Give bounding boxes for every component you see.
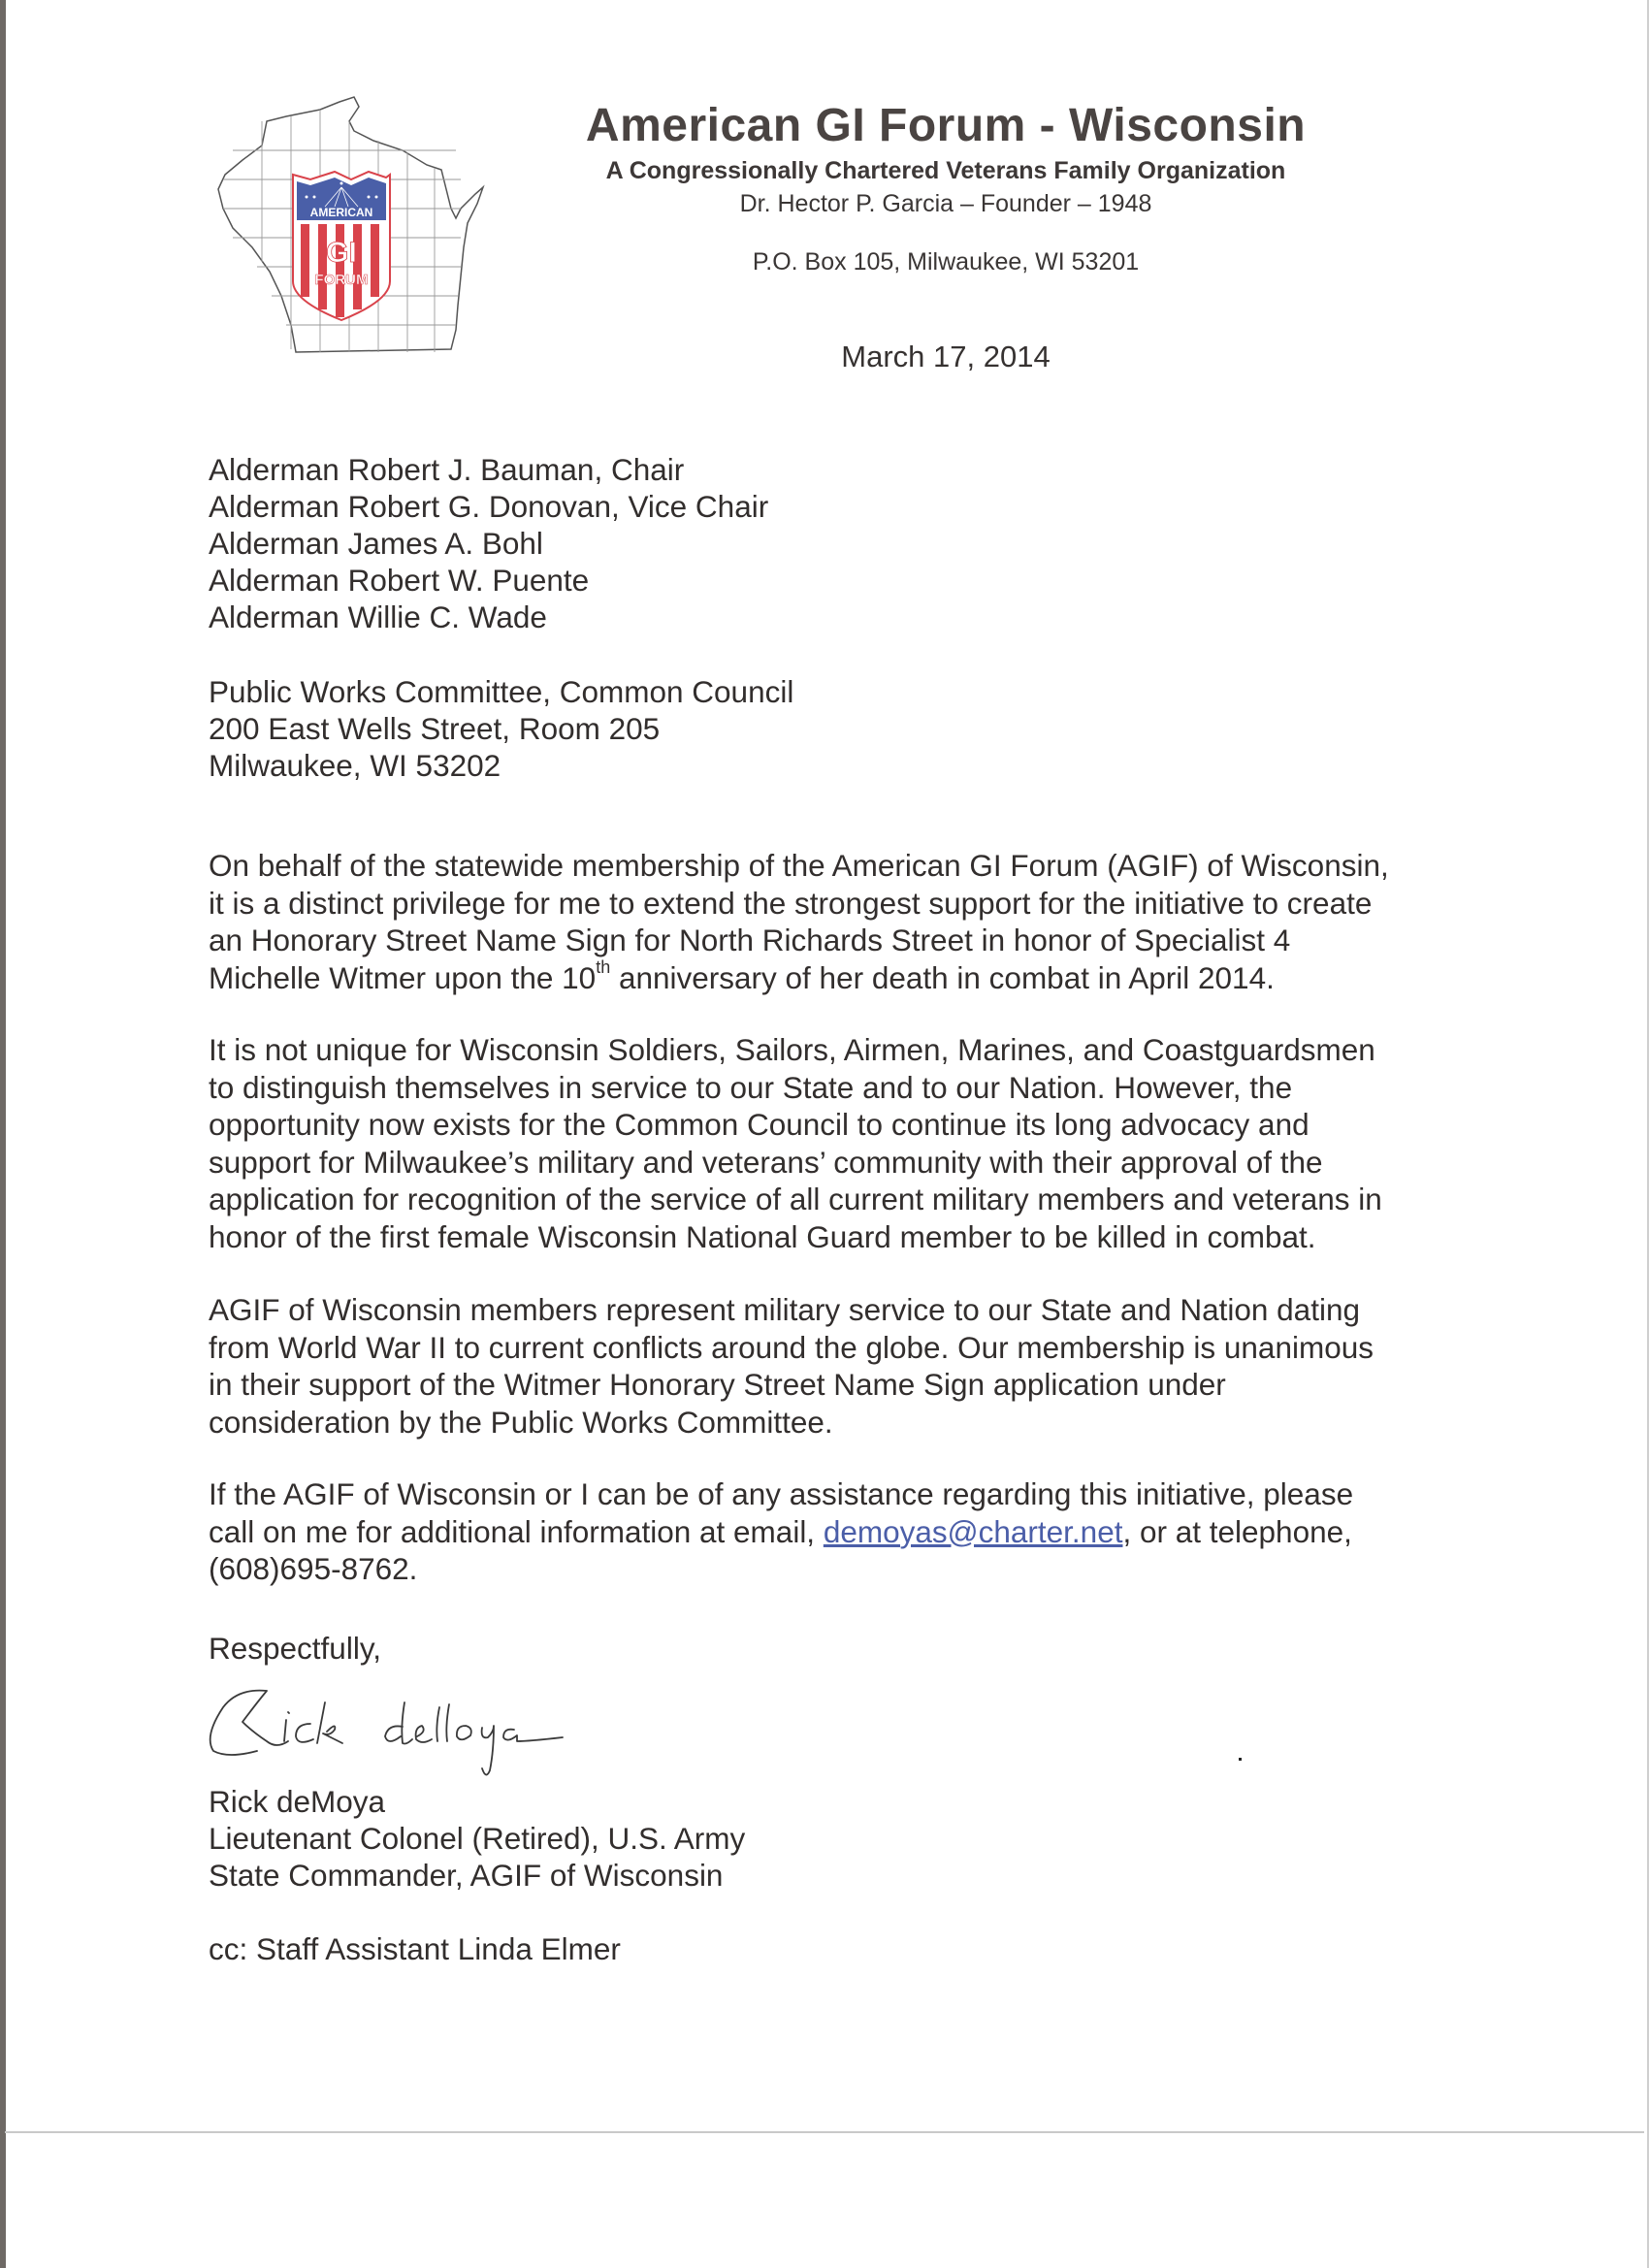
- recipient-address-line: Public Works Committee, Common Council: [209, 674, 794, 709]
- paragraph-line: in their support of the Witmer Honorary Street Name Sign application under: [209, 1367, 1226, 1402]
- paragraph-line: consideration by the Public Works Committee.: [209, 1404, 833, 1440]
- organization-tagline: A Congressionally Chartered Veterans Family Organization: [605, 157, 1286, 184]
- recipient-address-line: Milwaukee, WI 53202: [209, 748, 501, 783]
- svg-text:AMERICAN: AMERICAN: [309, 206, 373, 219]
- email-link[interactable]: demoyas@charter.net: [823, 1513, 1123, 1549]
- organization-name: American GI Forum - Wisconsin: [585, 100, 1307, 151]
- signer-title: State Commander, AGIF of Wisconsin: [209, 1858, 724, 1893]
- paragraph-line: to distinguish themselves in service to our State and to our Nation. However, the: [209, 1069, 1293, 1105]
- line-text: anniversary of her death in combat in April 2014.: [610, 959, 1275, 995]
- line-text: , or at telephone,: [1122, 1513, 1352, 1549]
- wisconsin-map-with-agif-shield-icon: [213, 92, 490, 359]
- paragraph-line: support for Milwaukee’s military and veterans’ community with their approval of the: [209, 1144, 1323, 1180]
- line-text: Michelle Witmer upon the 10: [209, 959, 597, 995]
- body-paragraph-1: [209, 847, 1508, 996]
- paragraph-line: opportunity now exists for the Common Council to continue its long advocacy and: [209, 1107, 1310, 1142]
- svg-text:FORUM: FORUM: [314, 272, 369, 288]
- paragraph-line: honor of the first female Wisconsin National Guard member to be killed in combat.: [209, 1218, 1316, 1254]
- paragraph-line: application for recognition of the service of all current military members and veterans in: [209, 1182, 1382, 1216]
- line-text: call on me for additional information at email,: [209, 1513, 824, 1549]
- paragraph-line: It is not unique for Wisconsin Soldiers, Sailors, Airmen, Marines, and Coastguardsmen: [209, 1032, 1375, 1067]
- paragraph-line: On behalf of the statewide membership of the American GI Forum (AGIF) of Wisconsin,: [209, 848, 1389, 883]
- paragraph-line: AGIF of Wisconsin members represent military service to our State and Nation dating: [209, 1292, 1360, 1327]
- recipient-line: Alderman James A. Bohl: [209, 526, 543, 561]
- svg-text:GI: GI: [326, 237, 357, 269]
- scan-page-edge-left: [0, 0, 6, 2268]
- recipient-line: Alderman Robert W. Puente: [209, 563, 590, 598]
- body-paragraph-3: [209, 1291, 1508, 1441]
- paragraph-line: If the AGIF of Wisconsin or I can be of any assistance regarding this initiative, please: [209, 1476, 1354, 1511]
- scan-page-bottom-edge: [5, 2131, 1644, 2133]
- scan-speck: [1239, 1758, 1242, 1761]
- paragraph-line: [209, 1513, 1508, 1551]
- signer-name: Rick deMoya: [209, 1784, 386, 1819]
- paragraph-line: [209, 959, 1508, 997]
- recipient-address-line: 200 East Wells Street, Room 205: [209, 711, 661, 746]
- founder-line: Dr. Hector P. Garcia – Founder – 1948: [739, 190, 1152, 217]
- body-paragraph-2: [209, 1031, 1508, 1255]
- closing-salutation: Respectfully,: [209, 1631, 381, 1666]
- recipient-line: Alderman Robert J. Bauman, Chair: [209, 452, 685, 487]
- paragraph-line: it is a distinct privilege for me to extend the strongest support for the initiative to create: [209, 885, 1373, 921]
- phone-number: (608)695-8762.: [209, 1551, 418, 1586]
- body-paragraph-4: [209, 1475, 1508, 1588]
- organization-address: P.O. Box 105, Milwaukee, WI 53201: [752, 248, 1140, 275]
- cc-line: cc: Staff Assistant Linda Elmer: [209, 1931, 621, 1966]
- recipient-line: Alderman Willie C. Wade: [209, 599, 547, 634]
- ordinal-superscript: th: [596, 957, 611, 977]
- paragraph-line: from World War II to current conflicts around the globe. Our membership is unanimous: [209, 1329, 1374, 1365]
- recipient-line: Alderman Robert G. Donovan, Vice Chair: [209, 489, 769, 524]
- letter-date: March 17, 2014: [841, 340, 1051, 373]
- signer-title: Lieutenant Colonel (Retired), U.S. Army: [209, 1821, 746, 1856]
- handwritten-signature-icon: [199, 1683, 587, 1790]
- paragraph-line: an Honorary Street Name Sign for North Richards Street in honor of Specialist 4: [209, 923, 1291, 957]
